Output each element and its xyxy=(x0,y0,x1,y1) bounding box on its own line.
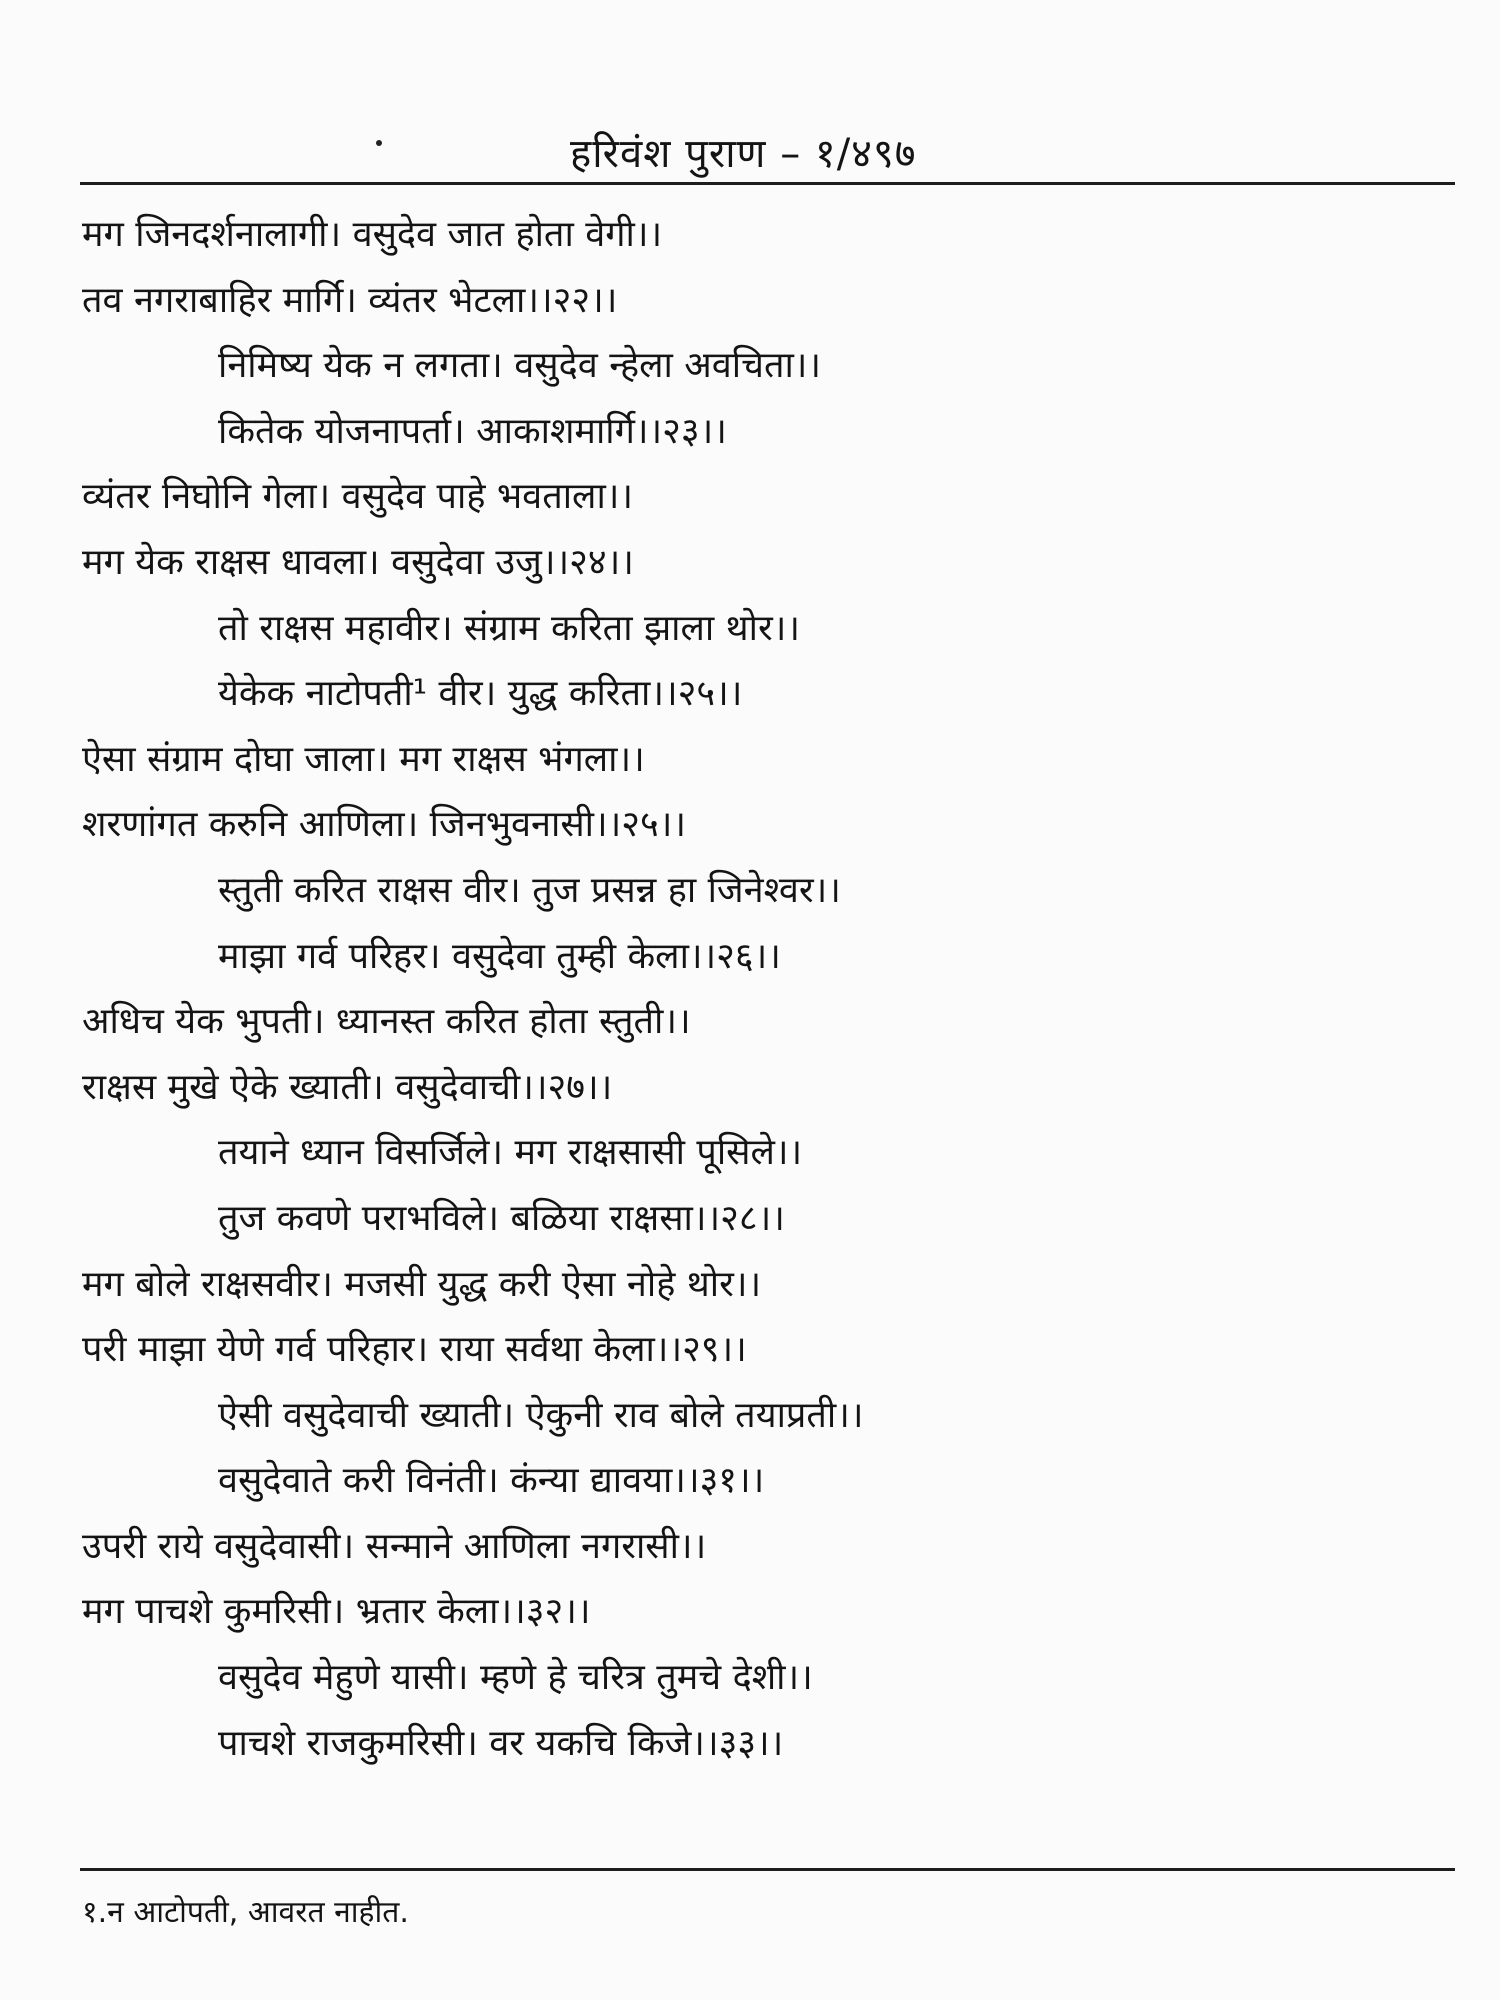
verse-line: कितेक योजनापर्ता। आकाशमार्गि।।२३।। xyxy=(218,410,727,452)
page-header-title: हरिवंश पुराण – १/४९७ xyxy=(570,131,917,177)
verse-line: शरणांगत करुनि आणिला। जिनभुवनासी।।२५।। xyxy=(82,804,686,846)
verse-line: माझा गर्व परिहर। वसुदेवा तुम्ही केला।।२६।। xyxy=(218,935,781,977)
verse-line: व्यंतर निघोनि गेला। वसुदेव पाहे भवताला।। xyxy=(82,476,634,518)
verse-line: निमिष्य येक न लगता। वसुदेव न्हेला अवचिता।। xyxy=(218,345,822,387)
verse-list xyxy=(0,202,1500,1776)
verse-line: परी माझा येणे गर्व परिहार। राया सर्वथा केला।।२९।। xyxy=(82,1329,747,1371)
verse-line: मग जिनदर्शनालागी। वसुदेव जात होता वेगी।। xyxy=(82,214,663,255)
verse-line: स्तुती करित राक्षस वीर। तुज प्रसन्न हा जिनेश्वर।। xyxy=(218,869,841,911)
verse-line: वसुदेवाते करी विनंती। कंन्या द्यावया।।३१।। xyxy=(218,1460,765,1502)
verse-line: तव नगराबाहिर मार्गि। व्यंतर भेटला।।२२।। xyxy=(82,279,618,321)
verse-line: पाचशे राजकुमरिसी। वर यकचि किजे।।३३।। xyxy=(218,1722,784,1764)
verse-line: वसुदेव मेहुणे यासी। म्हणे हे चरित्र तुमचे देशी।। xyxy=(218,1657,813,1699)
verse-line: मग येक राक्षस धावला। वसुदेवा उजु।।२४।। xyxy=(82,541,634,583)
verse-line: राक्षस मुखे ऐके ख्याती। वसुदेवाची।।२७।। xyxy=(82,1066,613,1108)
verse-line: अधिच येक भुपती। ध्यानस्त करित होता स्तुती।। xyxy=(82,1001,691,1043)
footnote-rule xyxy=(80,1868,1455,1871)
header-rule xyxy=(80,182,1455,185)
verse-line: मग पाचशे कुमरिसी। भ्रतार केला।।३२।। xyxy=(82,1591,591,1633)
verse-line: उपरी राये वसुदेवासी। सन्माने आणिला नगरासी।। xyxy=(82,1525,707,1567)
verse-line: ऐसी वसुदेवाची ख्याती। ऐकुनी राव बोले तयाप्रती।। xyxy=(218,1394,864,1436)
footnote: १.न आटोपती, आवरत नाहीत. xyxy=(82,1895,409,1930)
header-dot xyxy=(376,140,382,146)
verse-line: तुज कवणे पराभविले। बळिया राक्षसा।।२८।। xyxy=(218,1197,785,1239)
verse-line: मग बोले राक्षसवीर। मजसी युद्ध करी ऐसा नोहे थोर।। xyxy=(82,1263,762,1305)
verse-line: येकेक नाटोपती¹ वीर। युद्ध करिता।।२५।। xyxy=(218,673,743,715)
verse-line: तयाने ध्यान विसर्जिले। मग राक्षसासी पूसिले।। xyxy=(218,1132,803,1174)
verse-line: तो राक्षस महावीर। संग्राम करिता झाला थोर।। xyxy=(218,607,801,649)
verse-line: ऐसा संग्राम दोघा जाला। मग राक्षस भंगला।। xyxy=(82,738,645,780)
